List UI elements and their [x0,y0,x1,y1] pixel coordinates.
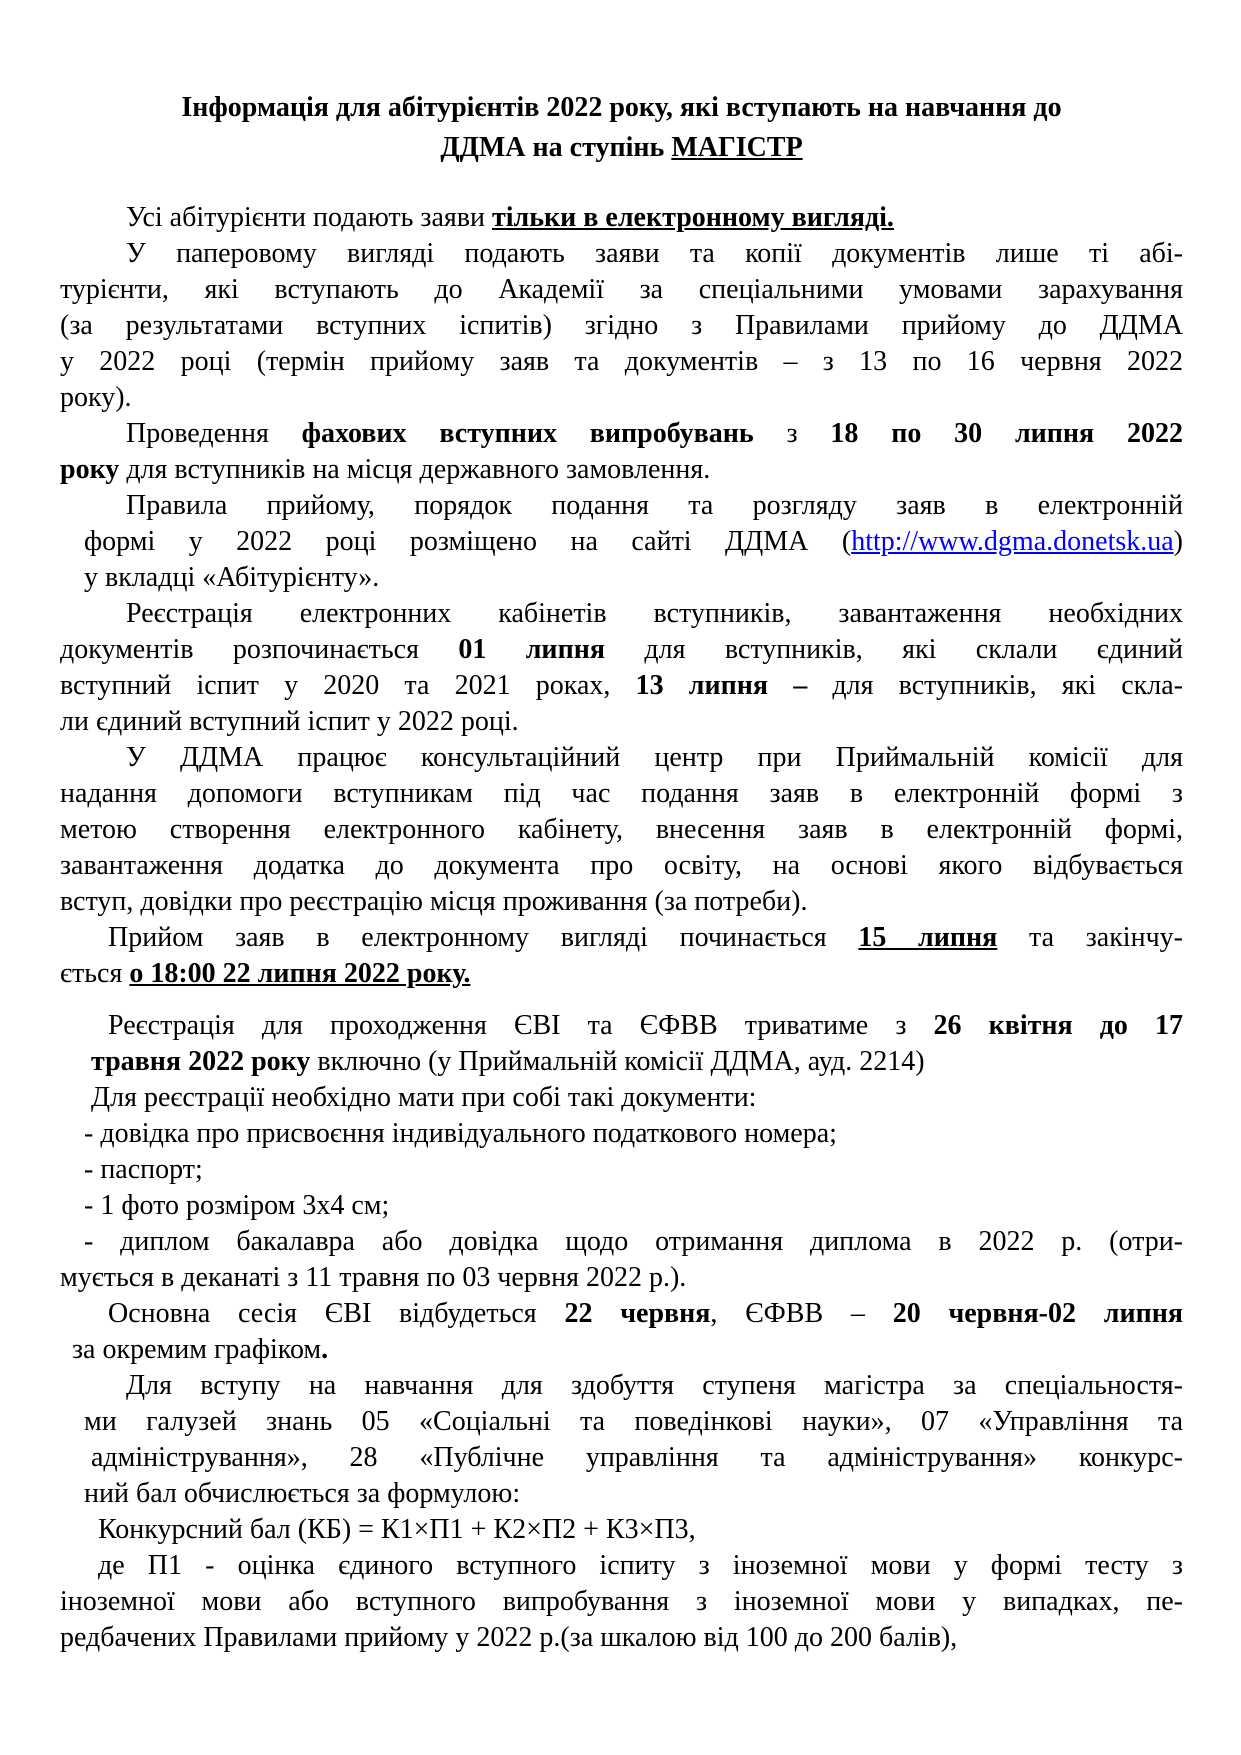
text-line [60,1584,1183,1620]
text-segment: ДДМА на ступінь [440,132,672,163]
text-segment: включно (у Приймальній комісії ДДМА, ауд. 2214) [310,1046,925,1077]
title-line [60,128,1183,168]
text-segment: тільки в електронному вигляді. [491,202,894,233]
text-segment: У паперовому вигляді подають заяви та копії документів лише ті абі- [126,238,1183,269]
text-line [60,848,1183,884]
text-segment: за окремим графіком [72,1334,322,1365]
text-segment: , ЄФВВ – [710,1298,893,1329]
text-line [60,1224,1183,1260]
text-segment: у вкладці «Абітурієнту». [84,562,380,593]
text-segment: фахових вступних випробувань [301,418,754,449]
text-segment: Прийом заяв в електронному вигляді починається [108,922,859,953]
text-segment: вступний іспит у 2020 та 2021 роках, [60,670,636,701]
text-line [60,1440,1183,1476]
text-line [60,920,1183,956]
text-line [60,344,1183,380]
text-line [60,380,1183,416]
text-line [60,704,1183,740]
text-segment: Усі абітурієнти подають заяви [126,202,492,233]
text-line [60,668,1183,704]
text-segment: Проведення [126,418,302,449]
text-segment: року). [60,382,132,413]
text-segment: (за результатами вступних іспитів) згідно з Правилами прийому до ДДМА [60,310,1183,341]
text-segment: у 2022 році (термін прийому заяв та документів – з 13 по 16 червня 2022 [60,346,1183,377]
text-segment: 18 по 30 липня 2022 [830,418,1184,449]
text-segment: 20 червня-02 липня [892,1298,1183,1329]
document-body [60,200,1183,1656]
text-segment: травня 2022 року [91,1046,311,1077]
text-segment: ) [1173,526,1183,557]
text-segment: метою створення електронного кабінету, внесення заяв в електронній формі, [60,814,1183,845]
title-line [60,88,1183,128]
text-line [60,1152,1183,1188]
text-segment: Конкурсний бал (КБ) = К1×П1 + К2×П2 + К3×П3, [98,1514,696,1545]
text-segment: Реєстрація електронних кабінетів вступників, завантаження необхідних [126,598,1183,629]
text-segment: документів розпочинається [60,634,459,665]
text-segment: - 1 фото розміром 3х4 см; [84,1190,390,1221]
text-line [60,812,1183,848]
text-line [60,596,1183,632]
text-segment: для вступників на місця державного замовлення. [119,454,711,485]
text-segment: ли єдиний вступний іспит у 2022 році. [60,706,519,737]
text-line [60,200,1183,236]
text-segment: де П1 - оцінка єдиного вступного іспиту з іноземної мови у формі тесту з [98,1550,1183,1581]
text-segment: - довідка про присвоєння індивідуального податкового номера; [84,1118,837,1149]
text-segment: та закінчу- [997,922,1183,953]
text-line [60,1620,1183,1656]
text-segment: ється [60,958,130,989]
text-segment: вступ, довідки про реєстрацію місця проживання (за потреби). [60,886,808,917]
text-line [60,416,1183,452]
text-line [60,1332,1183,1368]
text-line [60,884,1183,920]
text-segment: адміністрування», 28 «Публічне управління та адміністрування» конкурс- [91,1442,1183,1473]
text-line [60,632,1183,668]
text-segment: 26 квітня до 17 [933,1010,1183,1041]
document-title [60,88,1183,168]
text-line [60,452,1183,488]
text-line [60,236,1183,272]
text-segment: - паспорт; [84,1154,203,1185]
text-segment: ний бал обчислюється за формулою: [84,1478,521,1509]
text-line [60,956,1183,992]
text-segment: . [321,1334,329,1365]
text-segment: 22 червня [564,1298,711,1329]
text-line [60,1548,1183,1584]
text-line [60,1080,1183,1116]
text-segment: ми галузей знань 05 «Соціальні та поведінкові науки», 07 «Управління та [84,1406,1183,1437]
text-segment: Реєстрація для проходження ЄВІ та ЄФВВ триватиме з [108,1010,934,1041]
text-segment: з [753,418,831,449]
text-line [60,1116,1183,1152]
text-segment: Правила прийому, порядок подання та розгляду заяв в електронній [126,490,1183,521]
text-segment: для вступників, які скла- [807,670,1183,701]
ddma-website-link[interactable]: http://www.dgma.donetsk.ua [851,526,1174,557]
text-line [60,740,1183,776]
text-segment: Для вступу на навчання для здобуття ступеня магістра за спеціальностя- [126,1370,1183,1401]
text-line [60,1512,1183,1548]
text-segment: Інформація для абітурієнтів 2022 року, які вступають на навчання до [181,92,1062,123]
text-line [60,1404,1183,1440]
text-segment: Основна сесія ЄВІ відбудеться [108,1298,565,1329]
text-segment: для вступників, які склали єдиний [604,634,1183,665]
text-segment: 13 липня – [635,670,808,701]
text-line [60,272,1183,308]
text-line [60,1260,1183,1296]
text-line [60,308,1183,344]
text-segment: надання допомоги вступникам під час подання заяв в електронній формі з [60,778,1183,809]
text-line [60,776,1183,812]
text-segment: о 18:00 22 липня 2022 року. [129,958,471,989]
text-line [60,560,1183,596]
text-segment: редбачених Правилами прийому у 2022 р.(за шкалою від 100 до 200 балів), [60,1622,958,1653]
text-segment: завантаження додатка до документа про освіту, на основі якого відбувається [60,850,1183,881]
text-line [60,1008,1183,1044]
text-segment: мується в деканаті з 11 травня по 03 червня 2022 р.). [60,1262,687,1293]
text-line [60,1296,1183,1332]
text-segment: МАГІСТР [671,132,803,163]
text-segment: У ДДМА працює консультаційний центр при Приймальній комісії для [126,742,1183,773]
text-segment: 15 липня [858,922,998,953]
text-line [60,1476,1183,1512]
text-segment: турієнти, які вступають до Академії за спеціальними умовами зарахування [60,274,1183,305]
text-segment: Для реєстрації необхідно мати при собі такі документи: [91,1082,757,1113]
text-segment: - диплом бакалавра або довідка щодо отримання диплома в 2022 р. (отри- [84,1226,1183,1257]
text-segment: іноземної мови або вступного випробування з іноземної мови у випадках, пе- [60,1586,1183,1617]
text-line [60,1368,1183,1404]
text-segment: 01 липня [458,634,605,665]
text-segment: формі у 2022 році розміщено на сайті ДДМА ( [84,526,852,557]
text-segment: року [60,454,120,485]
text-line [60,1044,1183,1080]
text-line [60,524,1183,560]
text-line [60,1188,1183,1224]
text-line [60,488,1183,524]
